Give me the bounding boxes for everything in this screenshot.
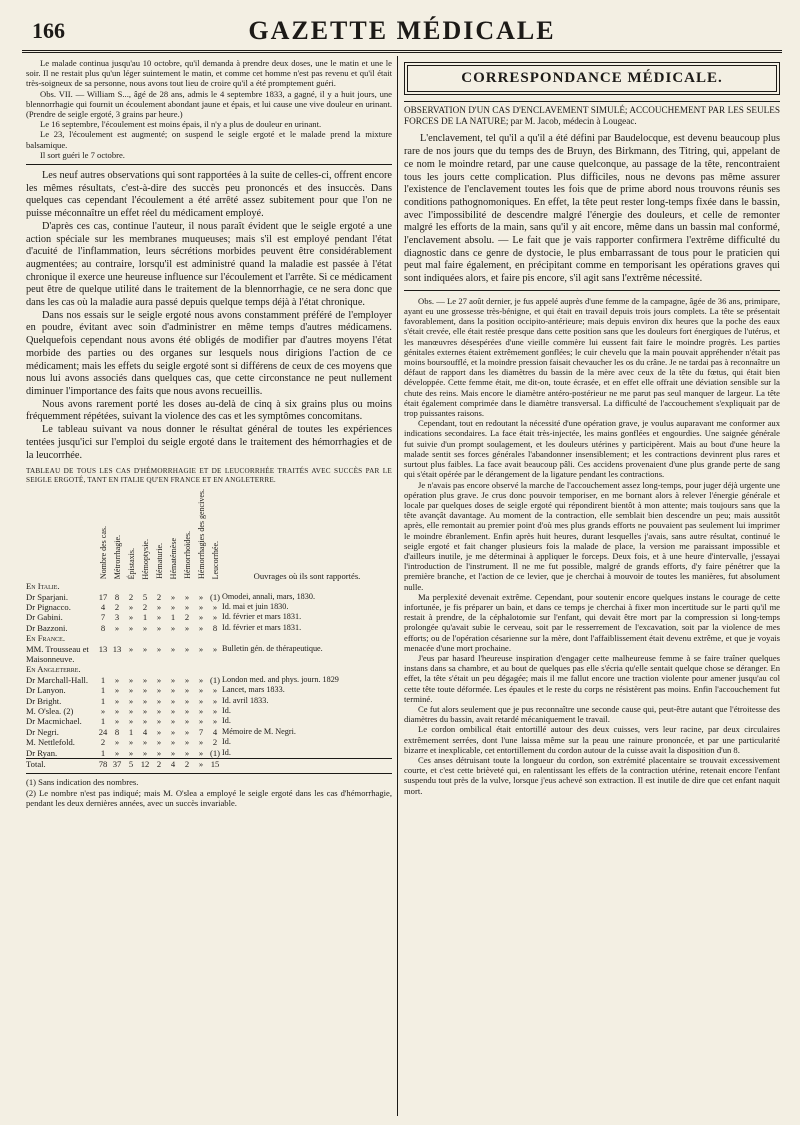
- table-cell: 8: [100, 622, 106, 633]
- left-opening-block: [26, 58, 392, 160]
- row-reference: Id. mai et juin 1830.: [222, 601, 289, 611]
- table-cell: »: [212, 643, 218, 654]
- table-cell: »: [114, 737, 120, 748]
- paragraph: Les neuf autres observations qui sont rapportées à la suite de celles-ci, offrent encore les mêmes résultats, c'est-à-dire des succès peu prononcés et des insuccès. Dans quelques cas cependant l'écoulement a été arrêté assez subitement pour que l'on ne puisse méconnaître un effet réel du médicament employé.: [26, 170, 392, 220]
- table-row: [26, 716, 392, 726]
- row-name: Dr Lanyon.: [26, 685, 66, 696]
- table-cell: 3: [114, 612, 120, 623]
- table-cell: »: [170, 716, 176, 727]
- table-cell: »: [114, 695, 120, 706]
- table-column-header: [124, 489, 138, 581]
- paragraph: L'enclavement, tel qu'il a qu'il a été défini par Baudelocque, est devenu beaucoup plus rare de nos jours que du temps des de Bruyn, des Birkmann, des Titring, qui, appelant de ce nom le moindre retard, par une cause quelconque, au passage de la tête, rencontraient tous les jours cette complication. Plus difficiles, nous ne devons pas même assurer l'existence de l'enclavement toutes les fois que de prime abord nous trouvons réunis ses conditions pathognomoniques. En effet, la tête peut rester long-temps fixée dans le bassin, avec l'impossibilité de descendre malgré l'énergie des douleurs, et celle de remonter malgré les efforts de la main, sans qu'il y ait encore, même dans un bassin mal conformé, l'enclavement absolu. — Le fait que je vais rapporter confirmera l'extrême difficulté du diagnostic dans ce genre de dystocie, le plus embarrassant de tous pour le praticien qui peut mal faire également, en précipitant comme en temporisant les opérations graves qui sont indiquées alors, et faire pis encore, s'il agit sans l'extrême nécessité.: [404, 133, 780, 285]
- table-row: [26, 737, 392, 747]
- table-cell: »: [142, 706, 148, 717]
- table-cell: 4: [212, 726, 218, 737]
- row-name: MM. Trousseau et Maisonneuve.: [26, 643, 89, 665]
- table-cell: »: [128, 612, 134, 623]
- table-cell: 17: [98, 591, 108, 602]
- table-cell: »: [142, 622, 148, 633]
- table-cell: »: [184, 643, 190, 654]
- column-header-label: Métrorrhagie.: [112, 534, 122, 580]
- table-cell: 1: [128, 726, 134, 737]
- table-cell: 13: [98, 643, 108, 654]
- table-header-row: [26, 489, 392, 581]
- paragraph: Ces anses détruisant toute la longueur du cordon, son extrémité placentaire se trouvait excessivement courte, et c'est cette brièveté qui, en ralentissant les effets de la contraction utérine, retenait encore l'enfant suspendu tout près de la vulve, lorsque j'eus achevé son extraction. Il est inutile de dire que cet enfant naquit mort.: [404, 754, 780, 796]
- row-name: Dr Gabini.: [26, 612, 63, 623]
- table-cell: »: [198, 737, 204, 748]
- row-name: Dr Ryan.: [26, 747, 58, 758]
- table-cell: 13: [112, 643, 122, 654]
- statistics-table: [26, 489, 392, 769]
- table-cell: 5: [142, 591, 148, 602]
- table-header-blank: [26, 489, 96, 581]
- table-cell: »: [142, 716, 148, 727]
- row-name: Dr Negri.: [26, 726, 59, 737]
- row-reference: Id. février et mars 1831.: [222, 612, 302, 622]
- column-header-label: Nombre des cas.: [98, 526, 108, 580]
- table-column-header: [110, 489, 124, 581]
- row-name: M. O'slea. (2): [26, 706, 74, 717]
- table-cell: »: [184, 737, 190, 748]
- table-cell: »: [198, 591, 204, 602]
- table-cell: »: [198, 612, 204, 623]
- table-cell: »: [184, 747, 190, 758]
- table-cell: 1: [100, 716, 106, 727]
- table-row: [26, 644, 392, 665]
- row-reference: Omodei, annali, mars, 1830.: [222, 591, 316, 601]
- table-cell: »: [198, 706, 204, 717]
- table-section-row: [26, 633, 392, 643]
- table-cell: »: [170, 674, 176, 685]
- row-name: M. Nettlefold.: [26, 737, 75, 748]
- row-reference: Id.: [222, 747, 231, 757]
- column-header-label: Hématurie.: [154, 543, 164, 580]
- paragraph: Le 23, l'écoulement est augmenté; on suspend le seigle ergoté et le malade prend la mixture balsamique.: [26, 129, 392, 150]
- row-reference: Id. avril 1833.: [222, 695, 269, 705]
- table-cell: 1: [142, 612, 148, 623]
- table-cell: »: [114, 747, 120, 758]
- table-cell: »: [114, 716, 120, 727]
- row-name: Dr Sparjani.: [26, 591, 69, 602]
- table-cell: »: [156, 643, 162, 654]
- table-column-header: [166, 489, 180, 581]
- row-reference: Id.: [222, 706, 231, 716]
- table-cell: »: [170, 706, 176, 717]
- table-cell: »: [128, 685, 134, 696]
- table-cell: »: [194, 759, 208, 770]
- table-cell: »: [198, 716, 204, 727]
- table-cell: »: [156, 685, 162, 696]
- table-cell: 7: [198, 726, 204, 737]
- table-cell: »: [156, 674, 162, 685]
- row-reference: [222, 759, 392, 770]
- table-cell: 37: [110, 759, 124, 770]
- table-cell: »: [142, 674, 148, 685]
- table-cell: 8: [212, 622, 218, 633]
- left-body-block: [26, 170, 392, 462]
- table-cell: 4: [166, 759, 180, 770]
- table-cell: »: [156, 612, 162, 623]
- table-cell: »: [170, 747, 176, 758]
- table-column-header: [208, 489, 222, 581]
- table-cell: 5: [124, 759, 138, 770]
- table-column-header: [152, 489, 166, 581]
- table-row: [26, 748, 392, 759]
- table-cell: 7: [100, 612, 106, 623]
- table-cell: »: [198, 674, 204, 685]
- table-column-header: [180, 489, 194, 581]
- column-divider: [397, 56, 399, 1116]
- row-reference: Id.: [222, 716, 231, 726]
- column-header-label: Hémorrhagies des gencives.: [196, 489, 206, 580]
- table-cell: »: [184, 706, 190, 717]
- table-cell: 1: [170, 612, 176, 623]
- table-cell: »: [184, 685, 190, 696]
- paragraph: Le 16 septembre, l'écoulement est moins épais, il n'y a plus de douleur en urinant.: [40, 119, 322, 130]
- table-cell: »: [128, 716, 134, 727]
- table-cell: »: [170, 591, 176, 602]
- table-cell: 2: [100, 737, 106, 748]
- right-small-block: [404, 296, 780, 796]
- right-large-block: [404, 133, 780, 285]
- table-cell: »: [170, 726, 176, 737]
- table-cell: »: [156, 601, 162, 612]
- row-name: Dr Bright.: [26, 695, 62, 706]
- page-header: [22, 12, 782, 46]
- table-cell: 4: [100, 601, 106, 612]
- table-cell: »: [100, 706, 106, 717]
- right-column: [404, 58, 780, 1118]
- table-note: (1) Sans indication des nombres.: [26, 777, 139, 788]
- paragraph: Je n'avais pas encore observé la marche de l'accouchement assez long-temps, pour juger déjà urgente une opération plus grave. Je crus donc pouvoir temporiser, en me bornant alors à relever l'énergie générale et locale par quelques doses de seigle ergoté qui répondirent bientôt à mon attente; mais toujours sans que la tête avançât davantage. Au moment de la contraction, elle semblait bien descendre un peu; mais aussitôt après, elle remontait au premier point d'où mes plus grands efforts ne pouvaient pas seulement lui imprimer le moindre ébranlement. Enfin après huit heures, durant lesquelles j'avais, sans autre résultat, continué le seigle ergoté et fait changer plusieurs fois la malade de place, la version me paraissant impossible et d'ailleurs inutile, je me déterminai à appliquer le forceps. Deux fois, et à une heure d'intervalle, j'essayai l'introduction de l'instrument. Il ne me fut possible, malgré de grands efforts, d'y faire pénétrer que la première branche, et l'action de ce levier, que je cherchai à mouvoir de toutes les manières, fut absolument nulle.: [404, 479, 780, 592]
- table-cell: 8: [114, 726, 120, 737]
- table-cell: »: [184, 622, 190, 633]
- table-cell: »: [114, 674, 120, 685]
- table-cell: »: [184, 726, 190, 737]
- table-row: [26, 675, 392, 685]
- table-cell: »: [156, 716, 162, 727]
- table-cell: »: [198, 601, 204, 612]
- table-cell: »: [184, 591, 190, 602]
- column-header-label: Hémoptysie.: [140, 538, 150, 580]
- row-name: Dr Pignacco.: [26, 601, 71, 612]
- row-reference: Lancet, mars 1833.: [222, 685, 285, 695]
- section-label: En Angleterre.: [26, 664, 81, 675]
- column-header-label: Épistaxis.: [126, 547, 136, 580]
- row-name: Total.: [26, 759, 96, 770]
- table-cell: »: [212, 612, 218, 623]
- table-cell: »: [128, 695, 134, 706]
- table-cell: »: [128, 747, 134, 758]
- correspondance-title: CORRESPONDANCE MÉDICALE.: [407, 65, 777, 92]
- section-separator: [404, 290, 780, 291]
- table-section-row: [26, 664, 392, 674]
- total-row: [26, 759, 392, 770]
- table-cell: 78: [96, 759, 110, 770]
- table-cell: »: [156, 706, 162, 717]
- paragraph: D'après ces cas, continue l'auteur, il nous paraît évident que le seigle ergoté a une action spéciale sur les membranes muqueuses; mais s'il est employé pendant l'état d'acuité de l'inflammation, leurs sécrétions morbides peuvent être considérablement augmentées; au contraire, lorsqu'il est administré quand la maladie est passée à l'état chronique il exerce une heureuse influence sur l'écoulement et l'arrête. Si ce médicament peut être de quelque utilité dans le traitement de la blennorrhagie, ce ne sera donc que dans les cas où la maladie aura passé depuis quelque temps déjà à l'état chronique.: [26, 220, 392, 309]
- table-cell: 15: [208, 759, 222, 770]
- table-cell: »: [128, 737, 134, 748]
- table-cell: »: [114, 706, 120, 717]
- table-cell: »: [198, 695, 204, 706]
- table-column-header: [138, 489, 152, 581]
- table-section-row: [26, 581, 392, 591]
- header-rule: [22, 50, 782, 53]
- table-cell: 2: [128, 591, 134, 602]
- column-header-label: Leucorrhée.: [210, 540, 220, 580]
- paragraph: Obs. — Le 27 août dernier, je fus appelé auprès d'une femme de la campagne, âgée de 36 ans, primipare, ayant eu une grossesse très-bénigne, et qui était en travail depuis trois jours complets. La tête se présentait favorablement, dans la position occipito-antérieure; mais depuis environ dix heures que la poche des eaux s'était crevée, elle était restée presque dans cette position sans que les douleurs fort énergiques de l'utérus, et les manœuvres désespérées d'une vieille commère lui eussent fait faire le moindre progrès. Les parties génitales externes étaient extrêmement gonflées; le cuir chevelu que la main pouvait appréhender n'était pas moins boursoufflé, et la moindre pression faisait chevaucher les os du crâne. Je ne tardai pas à reconnaître un défaut de rapport dans les diamètres du bassin de la mère avec ceux de la tête du fœtus, qui était bien développée. Cette femme était, me dit-on, toute écrasée, et en effet elle offrait une déviation sensible sur la chute des reins. Mais encore le diamètre antéro-postérieur ne me parut pas seul manquer de largeur. La tête était également comprimée dans le diamètre transversal. La difficulté de l'accouchement s'expliquait par de trop puissantes raisons.: [404, 295, 780, 419]
- table-cell: »: [156, 747, 162, 758]
- table-row: [26, 706, 392, 716]
- table-cell: »: [128, 706, 134, 717]
- table-cell: »: [212, 601, 218, 612]
- paragraph: Il sort guéri le 7 octobre.: [40, 149, 125, 160]
- gazette-title: GAZETTE MÉDICALE: [248, 16, 556, 45]
- table-cell: 2: [114, 601, 120, 612]
- table-cell: »: [114, 685, 120, 696]
- table-cell: »: [184, 674, 190, 685]
- row-name: Dr Bazzoni.: [26, 622, 68, 633]
- table-cell: »: [170, 695, 176, 706]
- table-row: [26, 623, 392, 633]
- table-notes: [26, 773, 392, 808]
- paragraph: Obs. VII. — William S..., âgé de 28 ans, admis le 4 septembre 1833, a gagné, il y a huit jours, une blennorrhagie qui fournit un écoulement abondant jaune et épais, et lui cause une vive douleur en urinant. (Prendre de seigle ergoté, 3 grains par heure.): [26, 88, 392, 120]
- table-cell: 12: [138, 759, 152, 770]
- row-reference: Id.: [222, 737, 231, 747]
- row-name: Dr Marchall-Hall.: [26, 674, 89, 685]
- table-cell: »: [142, 737, 148, 748]
- row-reference: Id. février et mars 1831.: [222, 622, 302, 632]
- table-cell: »: [212, 716, 218, 727]
- table-cell: »: [184, 716, 190, 727]
- paragraph: Cependant, tout en redoutant la nécessité d'une opération grave, je voulus auparavant me conformer aux indications secondaires. La face était très-injectée, les mains gonflées et engourdies. Une saignée générale fut suivie d'un prompt soulagement, et les douleurs utérines y participèrent. Mais au bout d'une heure la malade sentit ses forces générales l'abandonner insensiblement; et les contractions devinrent plus rares et surtout plus faibles. La face avait beaucoup pâli. Ces accidens provenaient d'une plus grande perte de sang qui s'était opérée par le dérangement de la ligature pendant les contractions.: [404, 418, 780, 480]
- table-row: [26, 685, 392, 695]
- correspondance-header-box: [404, 62, 780, 95]
- column-header-label: Hémorrhoïdes.: [182, 531, 192, 580]
- table-note: (2) Le nombre n'est pas indiqué; mais M. O'slea a employé le seigle ergoté dans les cas d'hémorrhagie, pendant les deux dernières années, avec un succès invariable.: [26, 787, 392, 808]
- table-cell: »: [156, 622, 162, 633]
- table-cell: »: [212, 695, 218, 706]
- table-cell: »: [128, 622, 134, 633]
- table-cell: »: [142, 695, 148, 706]
- table-cell: »: [156, 695, 162, 706]
- table-cell: 1: [100, 695, 106, 706]
- paragraph: Le cordon ombilical était entortillé autour des deux cuisses, vers leur racine, par deux circulaires extrêmement serrées, dont l'une laissa même sur la peau une rainure prononcée, et par une particularité bizarre et inexplicable, cet entortillement du cordon autour de la cuisse avait la disposition d'un 8.: [404, 724, 780, 755]
- table-cell: 2: [152, 759, 166, 770]
- table-cell: 2: [156, 591, 162, 602]
- page-number: 166: [32, 18, 65, 43]
- table-row: [26, 602, 392, 612]
- table-column-header: [222, 489, 392, 581]
- column-header-label: Hématémèse: [168, 537, 178, 580]
- table-cell: 24: [98, 726, 108, 737]
- paragraph: Le tableau suivant va nous donner le résultat général de toutes les expériences tentées jusqu'ici sur l'emploi du seigle ergoté dans le traitement des hémorrhagies et de la leucorrhée.: [26, 424, 392, 461]
- table-title: TABLEAU DE TOUS LES CAS D'HÉMORRHAGIE ET DE LEUCORRHÉE TRAITÉS AVEC SUCCÈS PAR LE SEIGLE ERGOTÉ, TANT EN ITALIE QU'EN FRANCE ET EN ANGLETERRE.: [26, 467, 392, 485]
- table-cell: »: [142, 747, 148, 758]
- table-column-header: [96, 489, 110, 581]
- table-cell: »: [142, 643, 148, 654]
- table-cell: »: [198, 685, 204, 696]
- table-cell: 1: [100, 747, 106, 758]
- table-cell: 2: [184, 612, 190, 623]
- table-cell: »: [212, 706, 218, 717]
- table-cell: 2: [180, 759, 194, 770]
- table-cell: »: [184, 695, 190, 706]
- table-cell: »: [142, 685, 148, 696]
- observation-title: OBSERVATION D'UN CAS D'ENCLAVEMENT SIMULÉ; ACCOUCHEMENT PAR LES SEULES FORCES DE LA NATURE; par M. Jacob, médecin à Lougeac.: [404, 101, 780, 127]
- table-cell: (1): [209, 747, 221, 758]
- row-name: Dr Macmichael.: [26, 716, 82, 727]
- section-label: En Italie.: [26, 581, 60, 592]
- table-cell: 2: [212, 737, 218, 748]
- table-column-header: [194, 489, 208, 581]
- paragraph: Nous avons rarement porté les doses au-delà de cinq à six grains plus ou moins fréquemment répétées, suivant la violence des cas et les symptômes concomitans.: [26, 398, 392, 423]
- table-cell: »: [184, 601, 190, 612]
- table-cell: 8: [114, 591, 120, 602]
- table-cell: »: [128, 601, 134, 612]
- table-cell: »: [128, 674, 134, 685]
- table-cell: 4: [142, 726, 148, 737]
- table-row: [26, 612, 392, 622]
- table-cell: »: [156, 726, 162, 737]
- table-row: [26, 696, 392, 706]
- table-cell: 1: [100, 685, 106, 696]
- table-cell: »: [212, 685, 218, 696]
- row-reference: Bulletin gén. de thérapeutique.: [222, 643, 323, 653]
- table-cell: »: [198, 622, 204, 633]
- table-cell: »: [114, 622, 120, 633]
- row-reference: Mémoire de M. Negri.: [222, 726, 296, 736]
- table-cell: (1): [209, 674, 221, 685]
- table-row: [26, 727, 392, 737]
- paragraph: Dans nos essais sur le seigle ergoté nous avons constamment préféré de l'employer en poudre, évitant avec soin d'administrer en même temps d'autres médicamens. Quelquefois cependant nous avons été obligés de modifier par d'autres moyens l'état morbide des parties ou des organes sur lesquels nous dirigions l'action de ce médicament; mais les effets du seigle ergoté sont si différens de ceux de ces moyens que nous lui avons associés dans quelques cas, que cette circonstance ne peut nullement diminuer l'importance des faits que nous avons recueillis.: [26, 309, 392, 397]
- column-header-label: Ouvrages où ils sont rapportés.: [253, 571, 361, 582]
- table-cell: 2: [142, 601, 148, 612]
- table-cell: »: [156, 737, 162, 748]
- section-separator: [26, 164, 392, 165]
- paragraph: Ce fut alors seulement que je pus reconnaître une seconde cause qui, peut-être autant que l'étroitesse des diamètres du bassin, avait retardé mécaniquement le travail.: [404, 703, 780, 725]
- paragraph: J'eus par hasard l'heureuse inspiration d'engager cette malheureuse femme à se faire traîner quelques instans dans sa chambre, et au bout de quelques pas elle s'écria qu'elle sentait quelque chose se déranger. En effet, la tête s'était un peu dégagée; mais il me fallut encore une traction violente pour amener jusqu'au col cette tête toute déformée. Les épaules et le reste du corps ne résistèrent pas moins. Enfin l'accouchement fut terminé.: [404, 652, 780, 704]
- table-cell: »: [170, 601, 176, 612]
- table-cell: 1: [100, 674, 106, 685]
- row-reference: London med. and phys. journ. 1829: [222, 674, 339, 684]
- table-cell: »: [170, 685, 176, 696]
- table-cell: »: [198, 747, 204, 758]
- paragraph: Ma perplexité devenait extrême. Cependant, pour soutenir encore quelques instans le courage de cette infortunée, je fis préparer un bain, et dans ce temps je cherchai à fixer mon incertitude sur le parti qu'il me restait à prendre, de la céphalotomie sur l'enfant, qui devait être mort par la compression si long-temps prolongée qu'avait subie le cerveau, soit par le resserrement de l'excavation, soit par la violence de mes efforts; ou de l'opération césarienne sur la mère, dont l'affaiblissement était devenu extrême, et que je voyais menacée d'une mort prochaine.: [404, 591, 780, 653]
- table-cell: »: [170, 643, 176, 654]
- section-label: En France.: [26, 633, 65, 644]
- table-cell: »: [128, 643, 134, 654]
- table-cell: »: [170, 737, 176, 748]
- table-cell: »: [198, 643, 204, 654]
- table-row: [26, 592, 392, 602]
- paragraph: Le malade continua jusqu'au 10 octobre, qu'il demanda à prendre deux doses, une le matin et une le soir. Il ne restait plus qu'un léger suintement le matin, et comme cet homme n'est pas revenu et qu'il était très-soigneux de sa personne, nous avons tout lieu de croire qu'il a été promptement guéri.: [26, 58, 392, 89]
- table-cell: »: [170, 622, 176, 633]
- left-column: [26, 58, 392, 1118]
- table-cell: (1): [209, 591, 221, 602]
